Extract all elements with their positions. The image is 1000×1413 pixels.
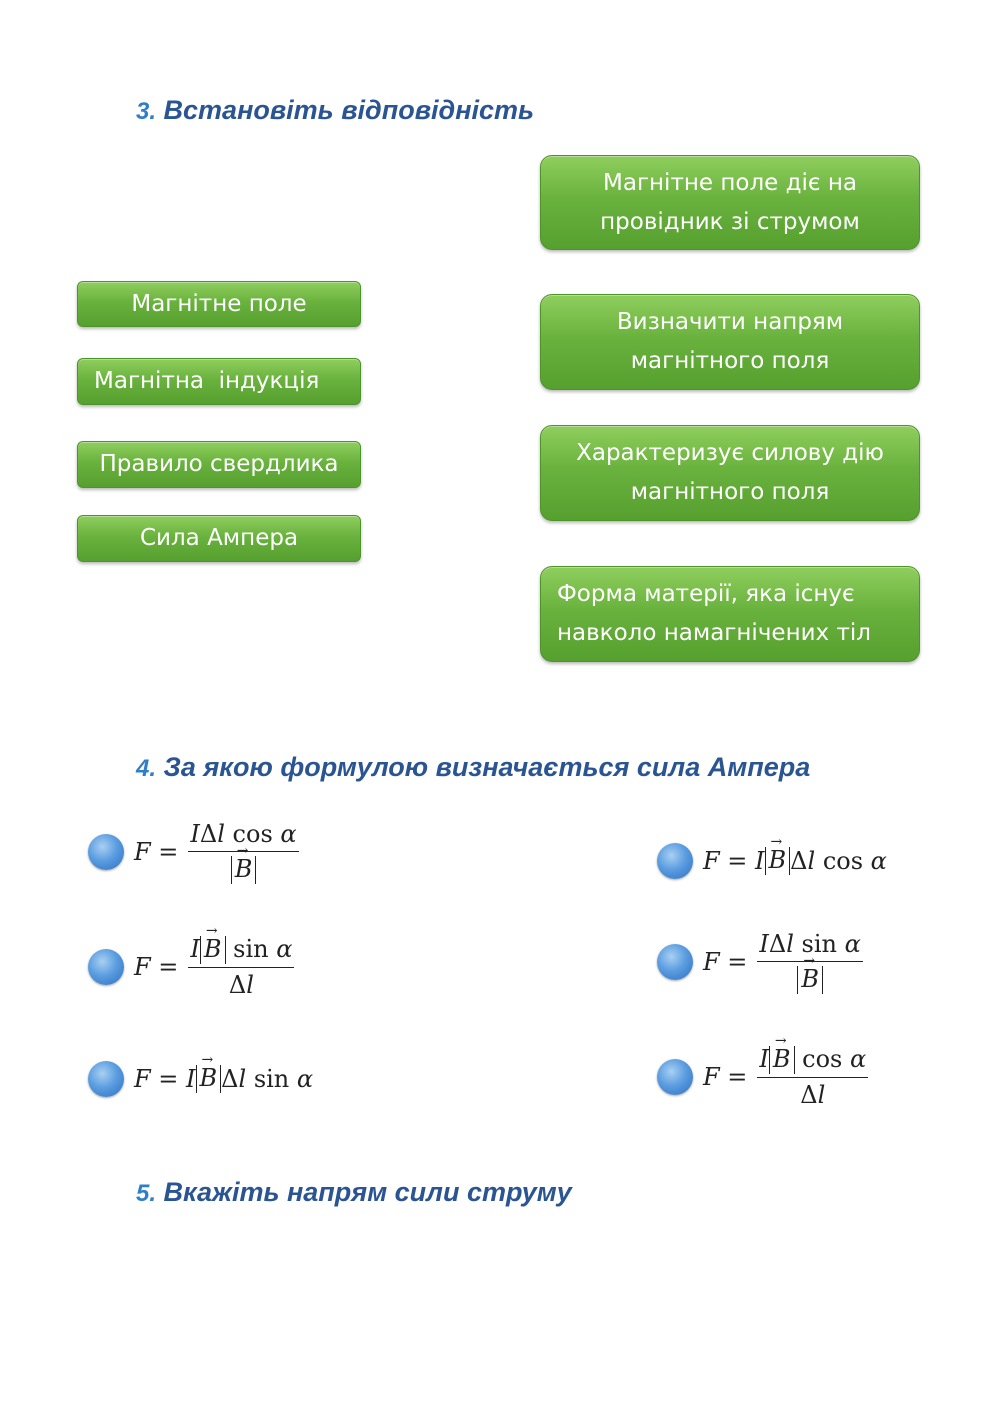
radio-bubble-icon[interactable] bbox=[657, 843, 693, 879]
formula-expression: F = I → B Δ l sin α bbox=[134, 1065, 313, 1093]
right-item-force-characteristic[interactable] bbox=[540, 425, 920, 521]
q3-number: 3. bbox=[136, 98, 157, 125]
formula-expression: F = IΔl cos α → B bbox=[134, 820, 299, 884]
left-item-label: Правило свердлика bbox=[99, 451, 339, 477]
right-item-acts-on-conductor[interactable] bbox=[540, 155, 920, 250]
right-item-line: Форма матерії, яка існує bbox=[557, 581, 855, 607]
q5-heading bbox=[136, 1177, 572, 1208]
formula-option-5[interactable] bbox=[88, 1061, 313, 1097]
left-item-ampere-force[interactable] bbox=[77, 515, 361, 562]
right-item-determine-direction[interactable] bbox=[540, 294, 920, 390]
right-item-form-of-matter[interactable] bbox=[540, 566, 920, 662]
q3-heading bbox=[136, 95, 534, 126]
formula-option-1[interactable] bbox=[88, 820, 299, 884]
formula-option-2[interactable] bbox=[657, 843, 887, 879]
q4-number: 4. bbox=[136, 755, 157, 782]
radio-bubble-icon[interactable] bbox=[657, 1059, 693, 1095]
q3-title: Встановіть відповідність bbox=[163, 95, 535, 125]
q5-number: 5. bbox=[136, 1180, 157, 1207]
q4-heading bbox=[136, 752, 810, 783]
left-item-gimlet-rule[interactable] bbox=[77, 441, 361, 488]
formula-expression: F = $\frac{\text{I→ B cos α}}{\Delta l}$ bbox=[703, 1045, 868, 1109]
formula-option-4[interactable] bbox=[657, 930, 863, 994]
left-item-label: Магнітне поле bbox=[131, 290, 307, 317]
formula-option-3[interactable] bbox=[88, 935, 294, 999]
radio-bubble-icon[interactable] bbox=[88, 834, 124, 870]
right-item-line: Характеризує силову дію bbox=[576, 440, 884, 466]
formula-expression: F = $\frac{\text{I→ B sin α}}{\Delta l}$ bbox=[134, 935, 294, 999]
left-item-label: Сила Ампера bbox=[139, 525, 299, 551]
formula-option-6[interactable] bbox=[657, 1045, 868, 1109]
left-item-magnetic-field[interactable] bbox=[77, 281, 361, 327]
right-item-line: Визначити напрям bbox=[616, 309, 844, 335]
formula-expression: F = I → B Δ l cos α bbox=[703, 847, 887, 875]
q5-title: Вкажіть напрям сили струму bbox=[163, 1177, 572, 1207]
right-item-line: провідник зі струмом bbox=[600, 208, 860, 235]
right-item-line: магнітного поля bbox=[630, 348, 830, 374]
left-item-magnetic-induction[interactable] bbox=[77, 358, 361, 405]
right-item-line: магнітного поля bbox=[630, 479, 830, 505]
q4-title: За якою формулою визначається сила Ампера bbox=[163, 752, 811, 782]
formula-expression: F = IΔl sin α → B bbox=[703, 930, 863, 994]
radio-bubble-icon[interactable] bbox=[88, 1061, 124, 1097]
radio-bubble-icon[interactable] bbox=[88, 949, 124, 985]
right-item-line: навколо намагнічених тіл bbox=[557, 620, 871, 646]
right-item-line: Магнітне поле діє на bbox=[603, 169, 857, 196]
left-item-label: Магнітна індукція bbox=[94, 368, 320, 394]
radio-bubble-icon[interactable] bbox=[657, 944, 693, 980]
